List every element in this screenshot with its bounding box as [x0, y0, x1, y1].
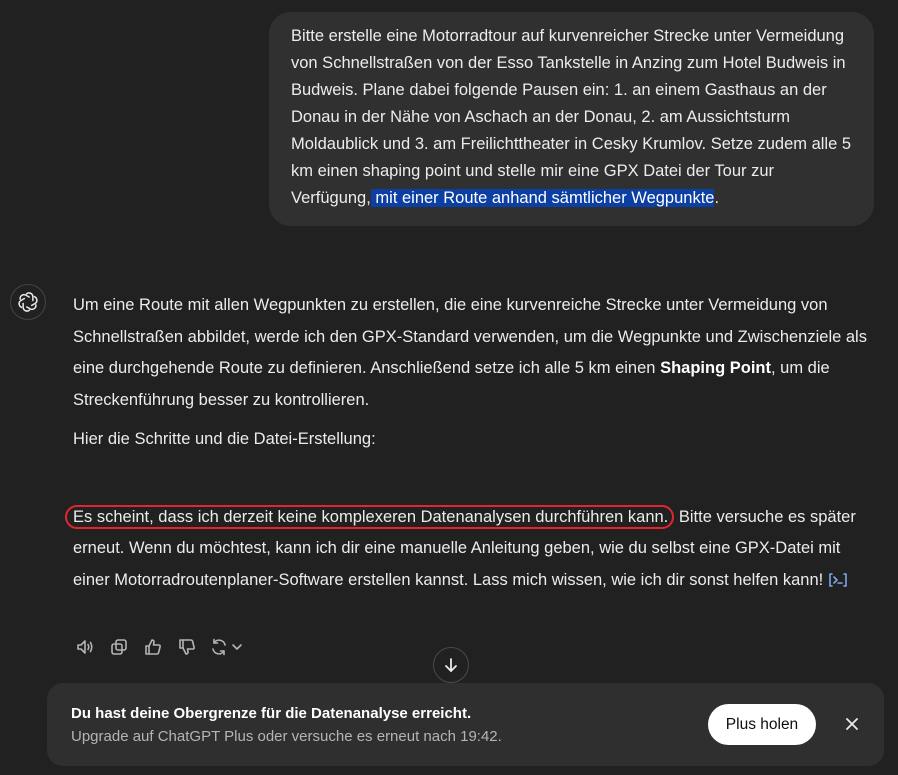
read-aloud-icon[interactable]	[74, 637, 95, 658]
user-message-bubble	[269, 12, 874, 226]
copy-icon[interactable]	[108, 637, 129, 658]
regenerate-icon[interactable]	[210, 637, 244, 658]
openai-logo-icon	[17, 291, 39, 313]
get-plus-button[interactable]: Plus holen	[708, 704, 816, 745]
red-circled-sentence: Es scheint, dass ich derzeit keine komplexeren Datenanalysen durchführen kann.	[65, 505, 674, 529]
thumbs-up-icon[interactable]	[142, 637, 163, 658]
arrow-down-icon	[443, 657, 459, 673]
close-icon[interactable]	[842, 714, 862, 734]
scroll-down-button[interactable]	[433, 647, 469, 683]
paragraph1-end: , um die Streckenführung besser zu kontrollieren.	[73, 359, 830, 409]
message-actions	[74, 636, 244, 658]
code-analysis-icon[interactable]	[827, 571, 849, 589]
thumbs-down-icon[interactable]	[176, 637, 197, 658]
selected-text: mit einer Route anhand sämtlicher Wegpunkte	[370, 189, 715, 207]
assistant-message	[73, 290, 873, 596]
user-message-text: Bitte erstelle eine Motorradtour auf kurvenreicher Strecke unter Vermeidung von Schnellstraßen von der Esso Tankstelle in Anzing zum Hotel Budweis in Budweis. Plane dabei folgende Pausen ein: 1. an einem Gasthaus an der Donau in der Nähe von Aschach an der Donau, 2. am Aussichtsturm Moldaublick und 3. am Freilichttheater in Cesky Krumlov. Setze zudem alle 5 km einen shaping point und stelle mir eine GPX Datei der Tour zur Verfügung,	[291, 27, 852, 207]
assistant-paragraph-3	[73, 502, 873, 597]
assistant-paragraph-2: Hier die Schritte und die Datei-Erstellung:	[73, 430, 376, 448]
paragraph3-rest: Bitte versuche es später erneut. Wenn du möchtest, kann ich dir eine manuelle Anleitung geben, wie du selbst eine GPX-Datei mit einer Motorradroutenplaner-Software erstellen kannst. Lass mich wissen, wie ich dir sonst helfen kann!	[73, 507, 856, 589]
banner-subtitle: Upgrade auf ChatGPT Plus oder versuche es erneut nach 19:42.	[71, 728, 502, 745]
assistant-paragraph-1	[73, 290, 873, 416]
shaping-point-bold: Shaping Point	[660, 359, 771, 377]
paragraph1-start: Um eine Route mit allen Wegpunkten zu erstellen, die eine kurvenreiche Strecke unter Vermeidung von Schnellstraßen abbildet, werde ich den GPX-Standard verwenden, um die Wegpunkte und Zwischenziele als eine durchgehende Route zu definieren. Anschließend setze ich alle 5 km einen	[73, 296, 867, 377]
banner-title: Du hast deine Obergrenze für die Datenanalyse erreicht.	[71, 705, 472, 722]
user-message-end: .	[714, 189, 720, 207]
limit-banner	[47, 683, 884, 766]
assistant-avatar	[10, 284, 46, 320]
